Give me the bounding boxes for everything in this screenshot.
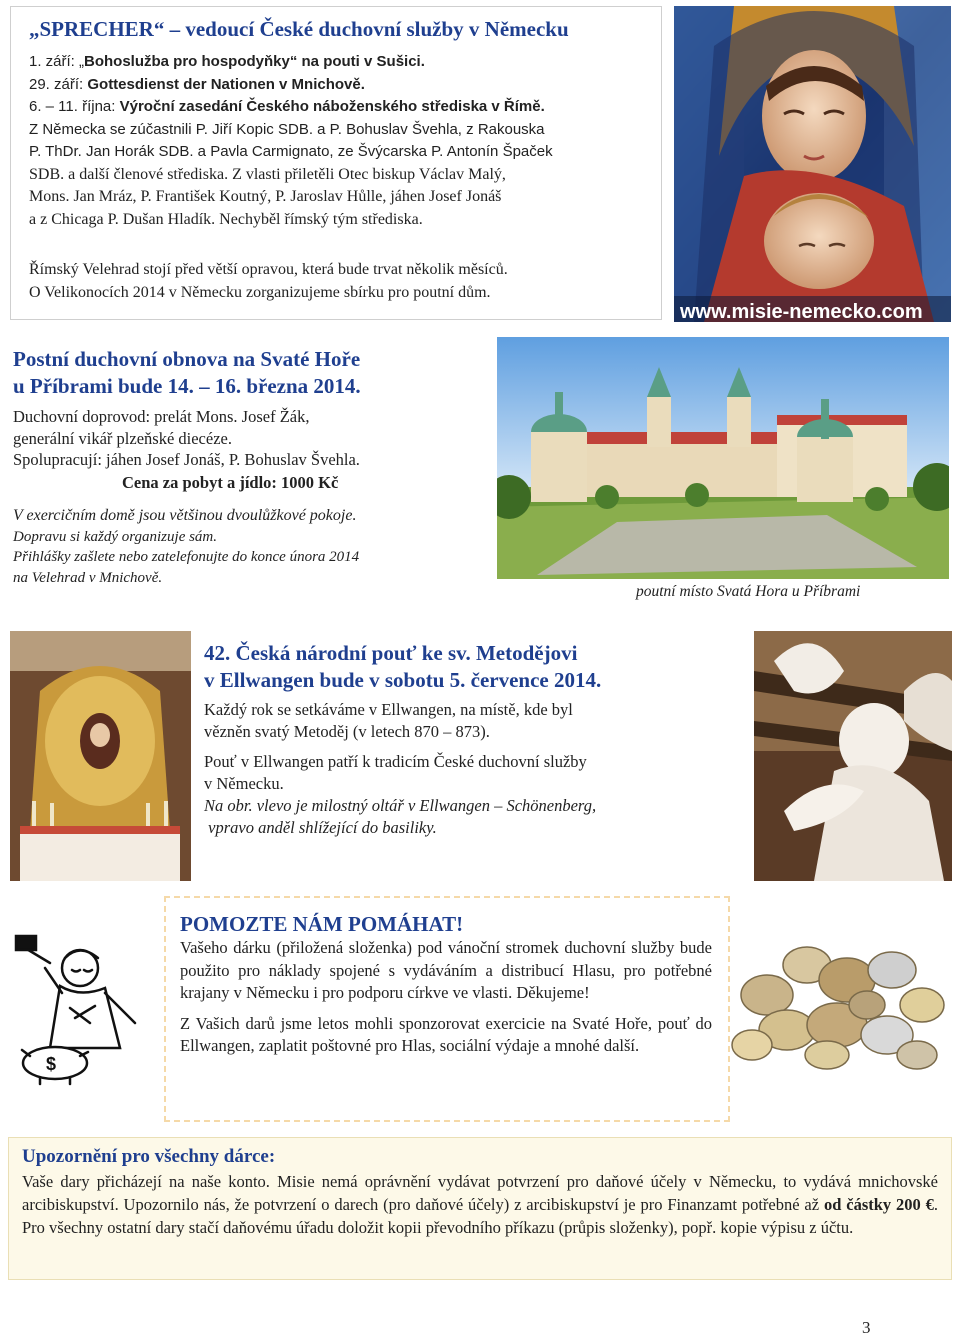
retreat-price: Cena za pobyt a jídlo: 1000 Kč [122,473,339,492]
madonna-stained-glass-image [674,6,951,322]
donor-text: Vaše dary přicházejí na naše konto. Misie nemá oprávnění vydávat potvrzení pro daňové účely v Německu, to vydává mnichovské arcibiskupství. Upozornilo nás, že potvrzení o darech (pro daňové účely) z arcibiskupství je pro Finanzamt potřebné až [22,1172,938,1214]
report-line [29,209,659,232]
velehrad-line: O Velikonocích 2014 v Německu zorganizujeme sbírku pro poutní dům. [29,283,491,301]
sprecher-report-box [10,6,662,320]
retreat-note-line: na Velehrad v Mnichově. [13,569,163,586]
donor-notice-title: Upozornění pro všechny dárce: [22,1146,276,1167]
madonna-watermark: www.misie-nemecko.com [680,301,923,322]
line-bold: Gottesdienst der Nationen v Mnichově. [87,75,365,93]
madonna-illustration [674,6,951,322]
pilgrimage-line: Každý rok se setkáváme v Ellwangen, na místě, kde byl [204,700,573,719]
donation-appeal-title-text: POMOZTE NÁM POMÁHAT! [180,912,464,936]
pilgrimage-heading-line: v Ellwangen bude v sobotu 5. července 2014. [204,668,602,692]
page-number: 3 [862,1318,871,1337]
retreat-notes [13,506,483,588]
retreat-detail-line: Spolupracují: jáhen Josef Jonáš, P. Bohuslav Švehla. [13,450,360,469]
svata-hora-caption: poutní místo Svatá Hora u Příbrami [636,583,861,600]
donation-appeal-body [180,937,712,1058]
retreat-detail-line: generální vikář plzeňské diecéze. [13,428,232,448]
line-text: 29. září: [29,75,88,93]
retreat-heading [13,346,361,400]
pilgrimage-line: Pouť v Ellwangen patří k tradicím České duchovní služby [204,752,587,771]
pilgrimage-heading [204,640,601,694]
line-text: Mons. Jan Mráz, P. František Koutný, P. Jaroslav Hůlle, jáhen Josef Jonáš [29,188,502,205]
pilgrimage-caption-line: vpravo anděl shlížející do basiliky. [204,818,437,837]
line-bold: Bohoslužba pro hospodyňky“ na pouti v Sušici. [84,53,425,70]
dollar-symbol: $ [46,1054,57,1074]
donor-text: . Pro všechny ostatní dary stačí daňovému úřadu doložit kopii převodního příkazu (průpis složenky), popř. kopie výpisu z účtu. [22,1195,939,1237]
donation-appeal-paragraph: Vašeho dárku (přiložená složenka) pod vánoční stromek duchovní služby bude použito pro náklady spojené s vydáváním a distribucí Hlasu, pro potřebné krajany v Německu i pro podporu církve ve vlasti. Děkujeme! [180,938,712,1002]
piggy-bank-cartoon [10,928,160,1086]
spacer [180,1005,712,1013]
velehrad-line: Římský Velehrad stojí před větší opravou, která bude trvat několik měsíců. [29,261,508,278]
sprecher-title-rest: – vedoucí České duchovní služby v Německu [164,17,569,41]
report-line [29,74,659,97]
donation-appeal-paragraph: Z Vašich darů jsme letos mohli sponzorovat exercicie na Svaté Hoře, pouť do Ellwangen, zaplatit poštovné pro Hlas, sociální výdaje a mnohé další. [180,1013,712,1055]
line-text: P. ThDr. Jan Horák SDB. a Pavla Carmignato, ze Švýcarska P. Antonín Špaček [29,143,553,160]
retreat-detail-line: Duchovní doprovod: prelát Mons. Josef Žák, [13,407,310,426]
altar-illustration [10,631,191,881]
sprecher-title-word: „SPRECHER“ [29,17,165,41]
man-hammering-piggy-bank-icon [10,928,160,1086]
retreat-note-line: Dopravu si každý organizuje sám. [13,528,218,545]
ellwangen-altar-photo [10,631,191,881]
report-line [29,164,659,187]
spacer [204,743,744,751]
retreat-details [13,406,483,471]
donor-notice-body [22,1170,938,1239]
line-text: 1. září: „ [29,53,85,70]
pilgrimage-heading-line: 42. Česká národní pouť ke sv. Metodějovi [204,641,578,665]
line-text: 6. – 11. října: [29,98,120,115]
report-line [29,96,659,119]
velehrad-paragraph [29,259,508,304]
angel-photo [754,631,952,881]
coins-illustration [727,925,949,1075]
pilgrimage-line: vězněn svatý Metoděj (v letech 870 – 873). [204,722,490,741]
retreat-note-line: Přihlášky zašlete nebo zatelefonujte do konce února 2014 [13,549,360,565]
line-bold: Výroční zasedání Českého náboženského střediska v Římě. [119,98,545,115]
svata-hora-illustration [497,337,949,579]
pilgrimage-body [204,699,744,839]
sprecher-lines [29,51,659,231]
retreat-heading-line: Postní duchovní obnova na Svaté Hoře [13,347,361,371]
pilgrimage-line: v Německu. [204,774,284,793]
pilgrimage-caption-line: Na obr. vlevo je milostný oltář v Ellwangen – Schönenberg, [204,796,597,815]
angel-illustration [754,631,952,881]
report-line [29,51,659,74]
donor-threshold: od částky 200 € [823,1195,934,1214]
retreat-heading-line: u Příbrami bude 14. – 16. března 2014. [13,374,361,398]
retreat-note-line: V exercičním domě jsou většinou dvoulůžkové pokoje. [13,507,357,524]
line-text: Z Německa se zúčastnili P. Jiří Kopic SDB. a P. Bohuslav Švehla, z Rakouska [29,120,545,138]
svata-hora-photo [497,337,949,579]
coins-pile-image [727,925,949,1075]
line-text: a z Chicaga P. Dušan Hladík. Nechyběl římský tým střediska. [29,210,423,228]
sprecher-title [29,17,569,42]
line-text: SDB. a další členové střediska. Z vlasti přiletěli Otec biskup Václav Malý, [29,165,506,183]
report-line [29,141,659,164]
donation-appeal-title [180,912,463,937]
report-line [29,186,659,209]
report-line [29,119,659,142]
